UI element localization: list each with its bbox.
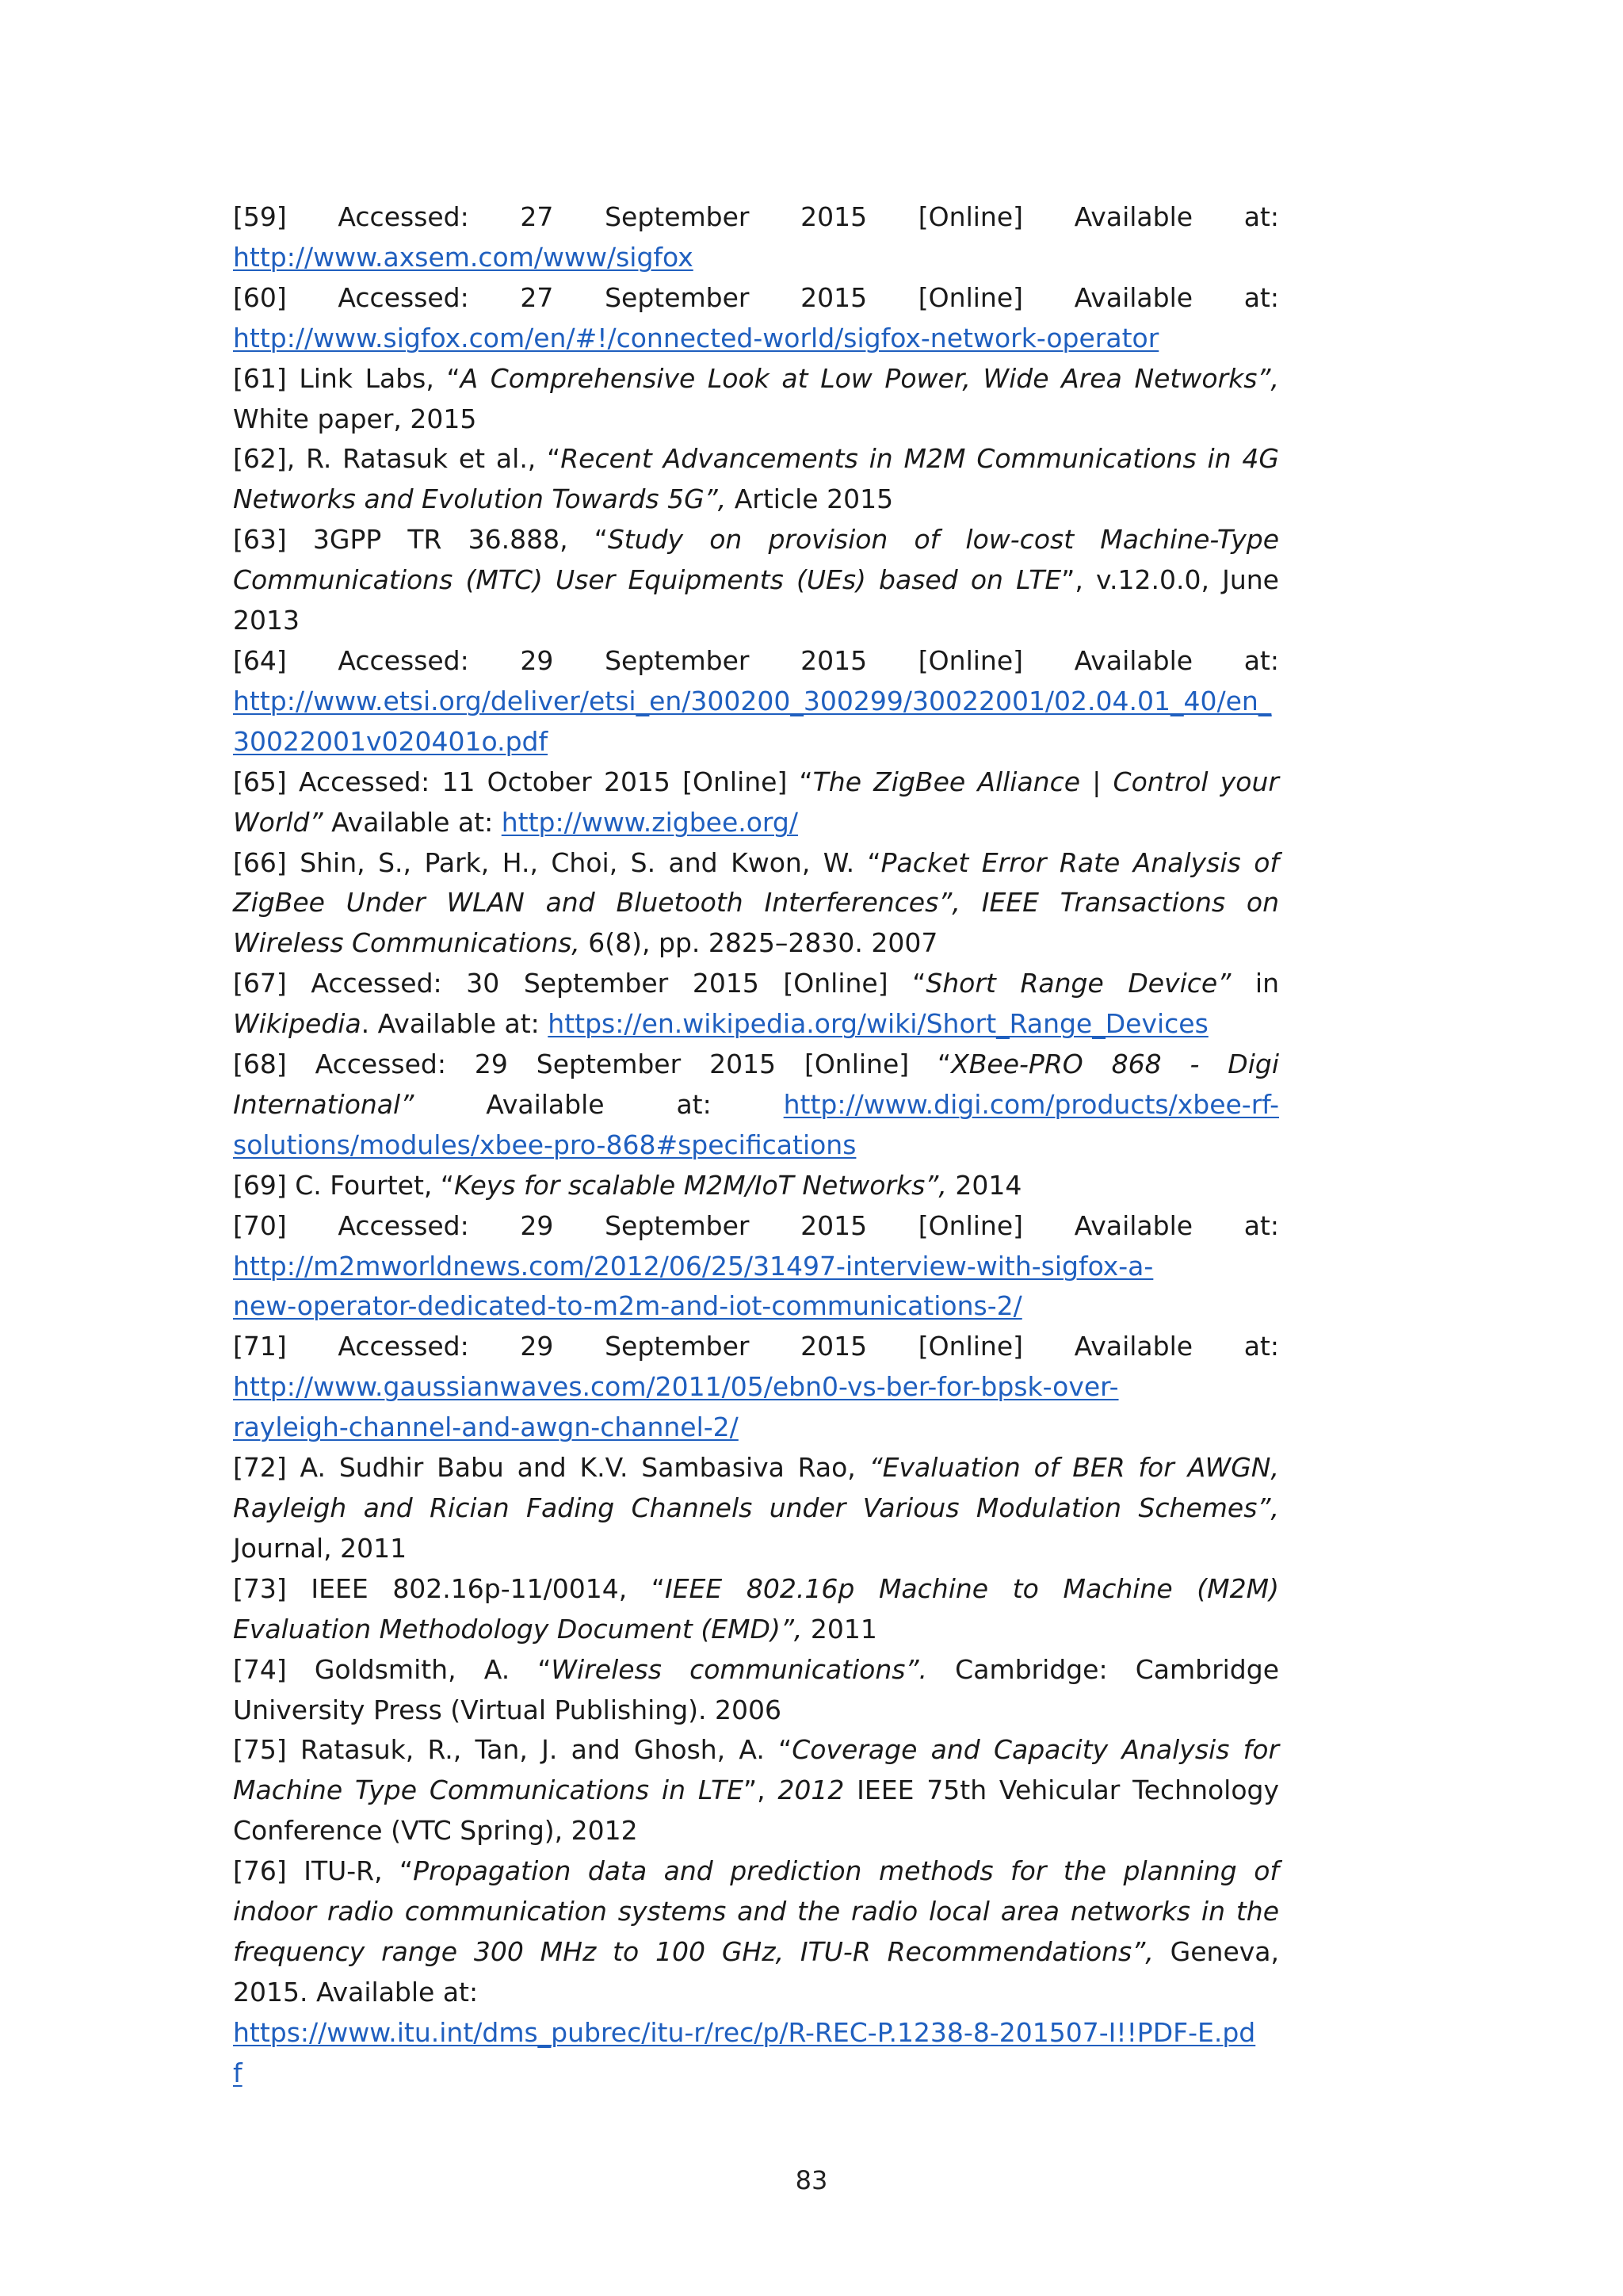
reference-74: [74] Goldsmith, A. “Wireless communications”. Cambridge: Cambridge University Press (Virtual Publishing). 2006: [233, 1653, 1280, 1725]
reference-76: [76] ITU-R, “Propagation data and prediction methods for the planning of indoor radio communication systems and the radio local area networks in the frequency range 300 MHz to 100 GHz, ITU-R Recommendations”, Geneva, 2015. Available at:: [233, 1855, 1280, 2008]
reference-73: [73] IEEE 802.16p-11/0014, “IEEE 802.16p Machine to Machine (M2M) Evaluation Methodology Document (EMD)”, 2011: [233, 1572, 1279, 1645]
reference-67-link[interactable]: https://en.wikipedia.org/wiki/Short_Range_Devices: [548, 1008, 1209, 1040]
reference-68-title: XBee-PRO 868 - Digi International”: [233, 1049, 1280, 1120]
reference-61-title: A Comprehensive Look at Low Power, Wide Area Networks”,: [460, 362, 1280, 394]
reference-68: [68] Accessed: 29 September 2015 [Online] “XBee-PRO 868 - Digi International” Available at: http://www.digi.com/products/xbee-rf-solutions/modules/xbee-pro-868#specifications: [233, 1049, 1280, 1160]
reference-63-title: Study on provision of low-cost Machine-Type Communications (MTC) User Equipments (UEs) based on LTE: [233, 524, 1279, 596]
reference-62-title: Recent Advancements in M2M Communications in 4G Networks and Evolution Towards 5G”,: [233, 443, 1279, 515]
reference-64-line: [64] Accessed: 29 September 2015 [Online] Available at:: [233, 644, 1279, 676]
reference-75-title: Coverage and Capacity Analysis for Machine Type Communications in LTE: [233, 1734, 1280, 1806]
reference-61: [61] Link Labs, “A Comprehensive Look at Low Power, Wide Area Networks”, White paper, 2015: [233, 362, 1280, 434]
reference-71-link[interactable]: http://www.gaussianwaves.com/2011/05/ebn0-vs-ber-for-bpsk-over-rayleigh-channel-and-awgn-channel-2/: [233, 1371, 1119, 1443]
reference-70-link[interactable]: http://m2mworldnews.com/2012/06/25/31497-interview-with-sigfox-a-new-operator-dedicated-to-m2m-and-iot-communications-2/: [233, 1250, 1154, 1322]
reference-67-title: Short Range Device”: [926, 968, 1232, 999]
reference-69-title: Keys for scalable M2M/IoT Networks”,: [454, 1169, 947, 1201]
reference-69: [69] C. Fourtet, “Keys for scalable M2M/IoT Networks”, 2014: [233, 1169, 1022, 1201]
reference-60-link[interactable]: http://www.sigfox.com/en/#!/connected-world/sigfox-network-operator: [233, 322, 1159, 353]
reference-59-link[interactable]: http://www.axsem.com/www/sigfox: [233, 241, 693, 273]
reference-70-line: [70] Accessed: 29 September 2015 [Online] Available at:: [233, 1209, 1279, 1241]
reference-63: [63] 3GPP TR 36.888, “Study on provision of low-cost Machine-Type Communications (MTC) User Equipments (UEs) based on LTE”, v.12.0.0, June 2013: [233, 524, 1279, 636]
reference-76-title: Propagation data and prediction methods for the planning of indoor radio communication systems and the radio local area networks in the frequency range 300 MHz to 100 GHz, ITU-R Recommendations”,: [233, 1855, 1279, 1967]
reference-59-line: [59] Accessed: 27 September 2015 [Online] Available at:: [233, 201, 1279, 232]
reference-71-line: [71] Accessed: 29 September 2015 [Online] Available at:: [233, 1331, 1279, 1362]
reference-73-title: IEEE 802.16p Machine to Machine (M2M) Evaluation Methodology Document (EMD)”,: [233, 1572, 1279, 1645]
reference-list: [233, 197, 1279, 2094]
page-number: 83: [795, 2165, 828, 2195]
reference-65-title: The ZigBee Alliance | Control your World”: [233, 766, 1279, 838]
reference-72: [72] A. Sudhir Babu and K.V. Sambasiva Rao, “Evaluation of BER for AWGN, Rayleigh and Rician Fading Channels under Various Modulation Schemes”, Journal, 2011: [233, 1452, 1279, 1564]
reference-66-title: Packet Error Rate Analysis of ZigBee Under WLAN and Bluetooth Interferences”, IEEE Transactions on Wireless Communications,: [233, 846, 1279, 959]
reference-72-title: “Evaluation of BER for AWGN, Rayleigh and Rician Fading Channels under Various Modulation Schemes”,: [233, 1452, 1279, 1523]
reference-62: [62], R. Ratasuk et al., “Recent Advancements in M2M Communications in 4G Networks and Evolution Towards 5G”, Article 2015: [233, 443, 1279, 515]
reference-64-link[interactable]: http://www.etsi.org/deliver/etsi_en/300200_300299/30022001/02.04.01_40/en_30022001v020401o.pdf: [233, 685, 1272, 757]
reference-65-link[interactable]: http://www.zigbee.org/: [501, 806, 798, 838]
reference-74-title: Wireless communications”.: [551, 1653, 928, 1685]
reference-75: [75] Ratasuk, R., Tan, J. and Ghosh, A. “Coverage and Capacity Analysis for Machine Type Communications in LTE”, 2012 IEEE 75th Vehicular Technology Conference (VTC Spring), 2012: [233, 1734, 1280, 1847]
reference-67: [67] Accessed: 30 September 2015 [Online] “Short Range Device” in Wikipedia. Available at: https://en.wikipedia.org/wiki/Short_Range_Devices: [233, 968, 1280, 1040]
reference-60-line: [60] Accessed: 27 September 2015 [Online] Available at:: [233, 281, 1279, 313]
reference-66: [66] Shin, S., Park, H., Choi, S. and Kwon, W. “Packet Error Rate Analysis of ZigBee Under WLAN and Bluetooth Interferences”, IEEE Transactions on Wireless Communications, 6(8), pp. 2825–2830. 2007: [233, 846, 1279, 959]
reference-65: [65] Accessed: 11 October 2015 [Online] “The ZigBee Alliance | Control your World” Available at: http://www.zigbee.org/: [233, 766, 1279, 838]
reference-76-link[interactable]: https://www.itu.int/dms_pubrec/itu-r/rec/p/R-REC-P.1238-8-201507-I!!PDF-E.pdf: [233, 2016, 1256, 2088]
reference-68-link[interactable]: http://www.digi.com/products/xbee-rf-solutions/modules/xbee-pro-868#specifications: [233, 1088, 1279, 1160]
